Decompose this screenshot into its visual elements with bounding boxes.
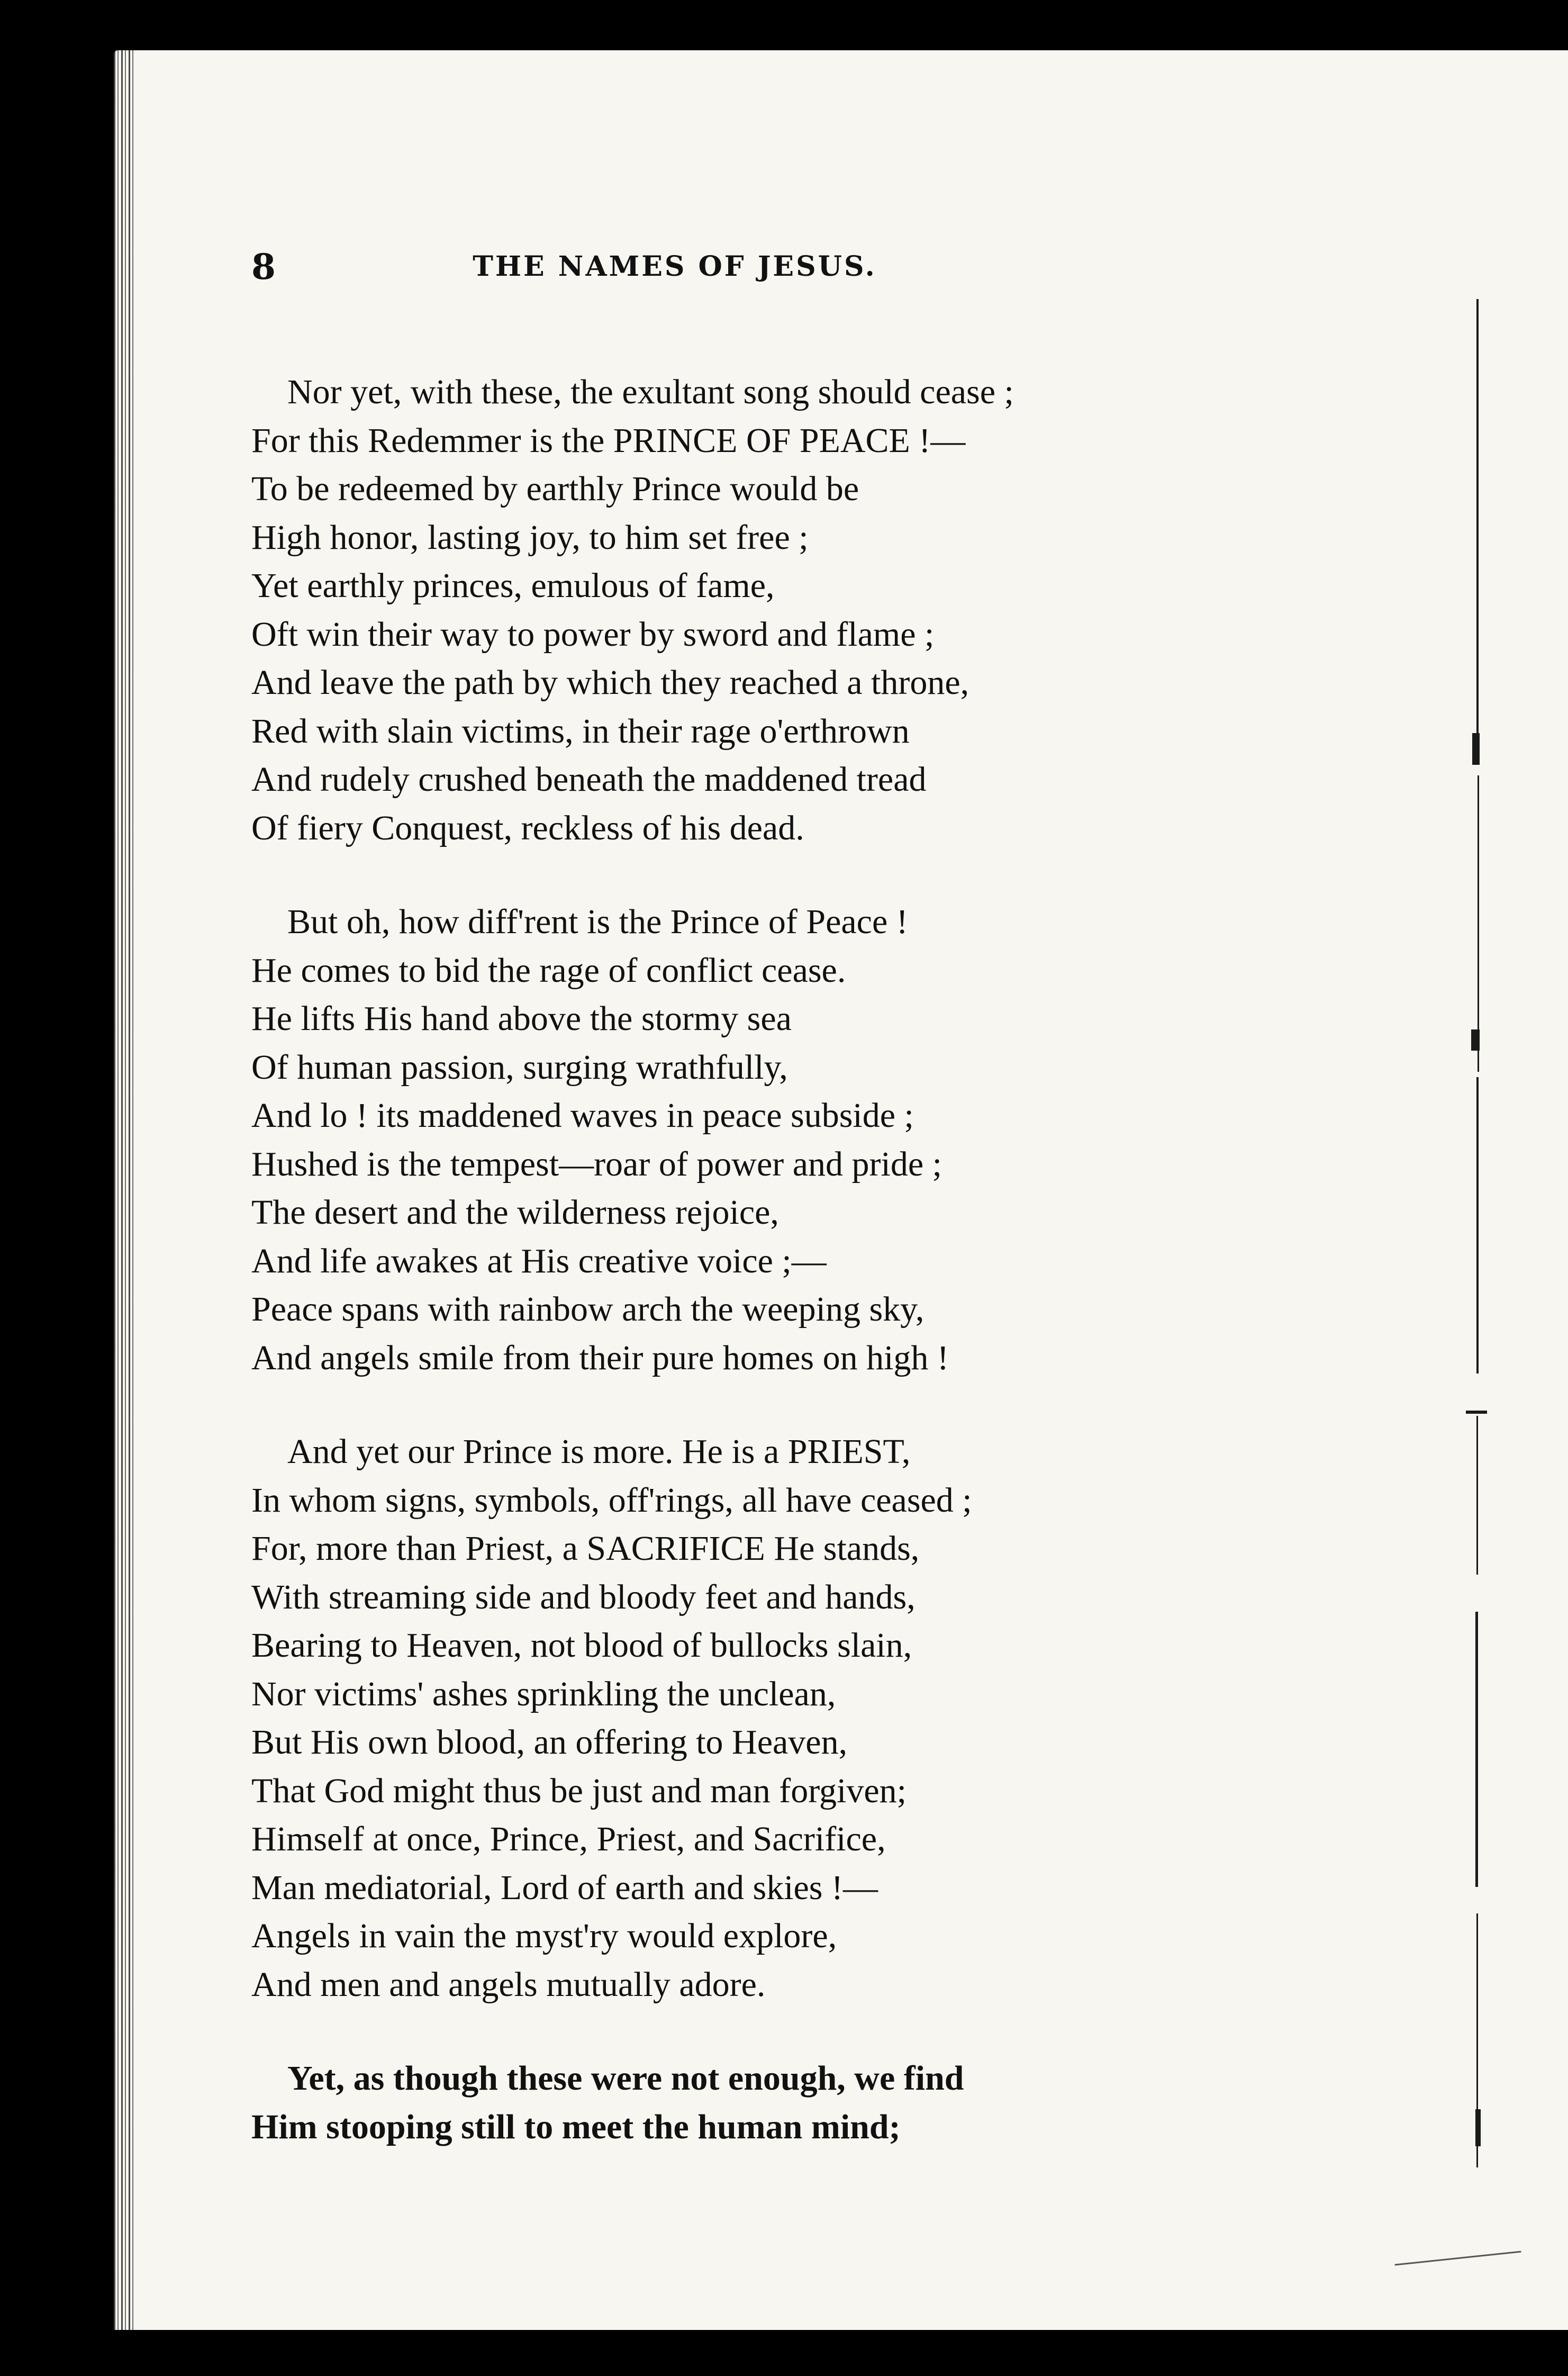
page-number: 8: [251, 246, 276, 287]
poem-line: But His own blood, an offering to Heaven,: [251, 1723, 848, 1761]
poem-line: But oh, how diff'rent is the Prince of Peace !: [287, 902, 908, 941]
torn-right-margin: [1461, 299, 1492, 2183]
poem-line: And men and angels mutually adore.: [251, 1965, 766, 2004]
poem-line: And rudely crushed beneath the maddened tread: [251, 760, 927, 799]
poem-line: And leave the path by which they reached a throne,: [251, 663, 969, 702]
stanza-3: [251, 1428, 1363, 2009]
poem-line: Himself at once, Prince, Priest, and Sacrifice,: [251, 1820, 886, 1858]
book-page: [114, 50, 1568, 2330]
poem-line: And angels smile from their pure homes on high !: [251, 1338, 949, 1377]
poem-line: High honor, lasting joy, to him set free ;: [251, 518, 809, 557]
worn-spine-edge: [114, 50, 135, 2330]
stray-pen-mark: [1395, 2251, 1521, 2265]
poem: [251, 368, 1363, 2197]
poem-line: For this Redemmer is the PRINCE OF PEACE !—: [251, 421, 966, 460]
stanza-4: [251, 2054, 1363, 2151]
running-title: THE NAMES OF JESUS.: [473, 250, 877, 283]
poem-line: And yet our Prince is more. He is a PRIEST,: [287, 1432, 911, 1471]
poem-line: For, more than Priest, a SACRIFICE He stands,: [251, 1529, 920, 1568]
poem-line: Of fiery Conquest, reckless of his dead.: [251, 808, 804, 847]
poem-line: To be redeemed by earthly Prince would be: [251, 469, 859, 508]
stanza-2: [251, 898, 1363, 1382]
poem-line: He comes to bid the rage of conflict cease.: [251, 951, 846, 990]
poem-line: Bearing to Heaven, not blood of bullocks slain,: [251, 1626, 912, 1665]
poem-line: He lifts His hand above the stormy sea: [251, 999, 792, 1038]
poem-line: With streaming side and bloody feet and hands,: [251, 1577, 916, 1616]
poem-line: Oft win their way to power by sword and flame ;: [251, 615, 935, 654]
poem-line: And lo ! its maddened waves in peace subside ;: [251, 1096, 914, 1135]
poem-line: In whom signs, symbols, off'rings, all have ceased ;: [251, 1480, 972, 1520]
stanza-1: [251, 368, 1363, 852]
poem-line: Of human passion, surging wrathfully,: [251, 1047, 788, 1087]
poem-line: Nor yet, with these, the exultant song should cease ;: [287, 373, 1014, 411]
poem-line: That God might thus be just and man forgiven;: [251, 1771, 907, 1810]
poem-line: Hushed is the tempest—roar of power and pride ;: [251, 1144, 942, 1184]
poem-line: Angels in vain the myst'ry would explore,: [251, 1917, 837, 1955]
poem-line: Man mediatorial, Lord of earth and skies !—: [251, 1868, 878, 1907]
poem-line: Him stooping still to meet the human mind;: [251, 2107, 901, 2146]
running-head: [251, 246, 1098, 310]
poem-line: Yet earthly princes, emulous of fame,: [251, 566, 775, 605]
poem-line: And life awakes at His creative voice ;—: [251, 1241, 827, 1280]
poem-line: Red with slain victims, in their rage o'erthrown: [251, 711, 910, 751]
poem-line: Peace spans with rainbow arch the weeping sky,: [251, 1290, 925, 1329]
poem-line: Yet, as though these were not enough, we find: [287, 2059, 964, 2098]
poem-line: The desert and the wilderness rejoice,: [251, 1193, 779, 1232]
poem-line: Nor victims' ashes sprinkling the unclean,: [251, 1674, 836, 1713]
